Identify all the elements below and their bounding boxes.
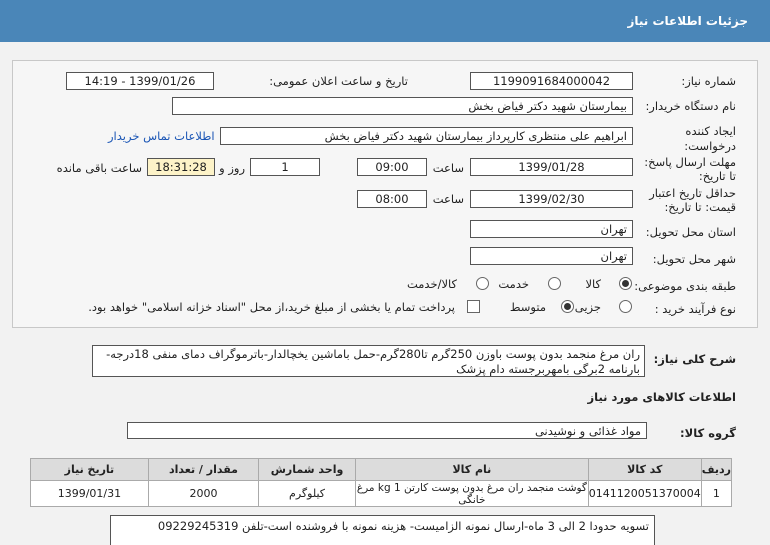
deadline-label: مهلت ارسال پاسخ:	[644, 155, 736, 169]
goods-group-label: گروه کالا:	[680, 426, 736, 440]
remaining-time-label: ساعت باقی مانده	[56, 161, 142, 175]
page-header	[0, 0, 770, 42]
category-goods-label: کالا	[585, 277, 601, 291]
treasury-payment-note: پرداخت تمام یا بخشی از مبلغ خرید،از محل "اسناد خزانه اسلامی" خواهد بود.	[88, 300, 455, 314]
process-radio-minor[interactable]	[619, 300, 632, 313]
validity-time-field: 08:00	[357, 190, 427, 208]
table-row	[31, 481, 732, 507]
creator-field: ابراهیم علی منتظری کارپرداز بیمارستان شهید دکتر فیاض بخش	[220, 127, 633, 145]
cell-unit: کیلوگرم	[259, 481, 356, 507]
col-row: ردیف	[701, 459, 731, 481]
city-label: شهر محل تحویل:	[652, 252, 736, 266]
category-radio-service[interactable]	[548, 277, 561, 290]
validity-date-field: 1399/02/30	[470, 190, 633, 208]
col-name: نام کالا	[355, 459, 588, 481]
days-label: روز و	[219, 161, 245, 175]
buyer-contact-link[interactable]: اطلاعات تماس خریدار	[108, 129, 215, 143]
treasury-payment-checkbox[interactable]	[467, 300, 480, 313]
buyer-org-label: نام دستگاه خریدار:	[645, 99, 736, 113]
need-number-label: شماره نیاز:	[681, 74, 736, 88]
goods-section-title: اطلاعات کالاهای مورد نیاز	[587, 390, 736, 404]
page-title: جزئیات اطلاعات نیاز	[627, 14, 748, 28]
deadline-time-label: ساعت	[432, 161, 464, 175]
deadline-time-field: 09:00	[357, 158, 427, 176]
category-both-label: کالا/خدمت	[406, 277, 457, 291]
announce-date-label: تاریخ و ساعت اعلان عمومی:	[269, 74, 408, 88]
deadline-label-2: تا تاریخ:	[698, 169, 736, 183]
description-field: ران مرغ منجمد بدون پوست باوزن 250گرم تا280گرم-حمل باماشین یخچالدار-باترموگراف دمای منفی 18درجه-بارنامه 2برگی بامهربرجسته دام پزشک	[92, 345, 645, 377]
validity-label: حداقل تاریخ اعتبار	[649, 186, 736, 200]
process-minor-label: جزیی	[574, 300, 601, 314]
remaining-time-field: 18:31:28	[147, 158, 215, 176]
days-field: 1	[250, 158, 320, 176]
col-unit: واحد شمارش	[259, 459, 356, 481]
cell-quantity: 2000	[148, 481, 258, 507]
goods-table	[30, 458, 732, 507]
buyer-org-field: بیمارستان شهید دکتر فیاض بخش	[172, 97, 633, 115]
description-label: شرح کلی نیاز:	[653, 352, 736, 366]
category-label: طبقه بندی موضوعی:	[634, 279, 736, 293]
need-number-field: 1199091684000042	[470, 72, 633, 90]
buyer-note-field: تسویه حدودا 2 الی 3 ماه-ارسال نمونه الزامیست- هزینه نمونه با فروشنده است-تلفن 09229245319	[110, 515, 655, 545]
category-radio-both[interactable]	[476, 277, 489, 290]
cell-row: 1	[701, 481, 731, 507]
validity-label-2: قیمت: تا تاریخ:	[664, 200, 736, 214]
validity-time-label: ساعت	[432, 192, 464, 206]
goods-table-header	[31, 459, 732, 481]
col-code: کد کالا	[588, 459, 701, 481]
cell-code: 0141120051370004	[588, 481, 701, 507]
col-need-date: تاریخ نیاز	[31, 459, 149, 481]
cell-need-date: 1399/01/31	[31, 481, 149, 507]
province-label: استان محل تحویل:	[645, 225, 736, 239]
process-medium-label: متوسط	[509, 300, 546, 314]
process-label: نوع فرآیند خرید :	[654, 302, 736, 316]
city-field: تهران	[470, 247, 633, 265]
goods-group-field: مواد غذائی و نوشیدنی	[127, 422, 647, 439]
category-radio-goods[interactable]	[619, 277, 632, 290]
announce-date-field: 1399/01/26 - 14:19	[66, 72, 214, 90]
province-field: تهران	[470, 220, 633, 238]
process-radio-medium[interactable]	[561, 300, 574, 313]
cell-name: گوشت منجمد ران مرغ بدون پوست کارتن 1 kg مرغ خانگی	[356, 481, 587, 506]
col-quantity: مقدار / تعداد	[148, 459, 258, 481]
creator-label-2: درخواست:	[684, 139, 736, 153]
category-service-label: خدمت	[498, 277, 529, 291]
creator-label: ایجاد کننده	[685, 124, 736, 138]
deadline-date-field: 1399/01/28	[470, 158, 633, 176]
